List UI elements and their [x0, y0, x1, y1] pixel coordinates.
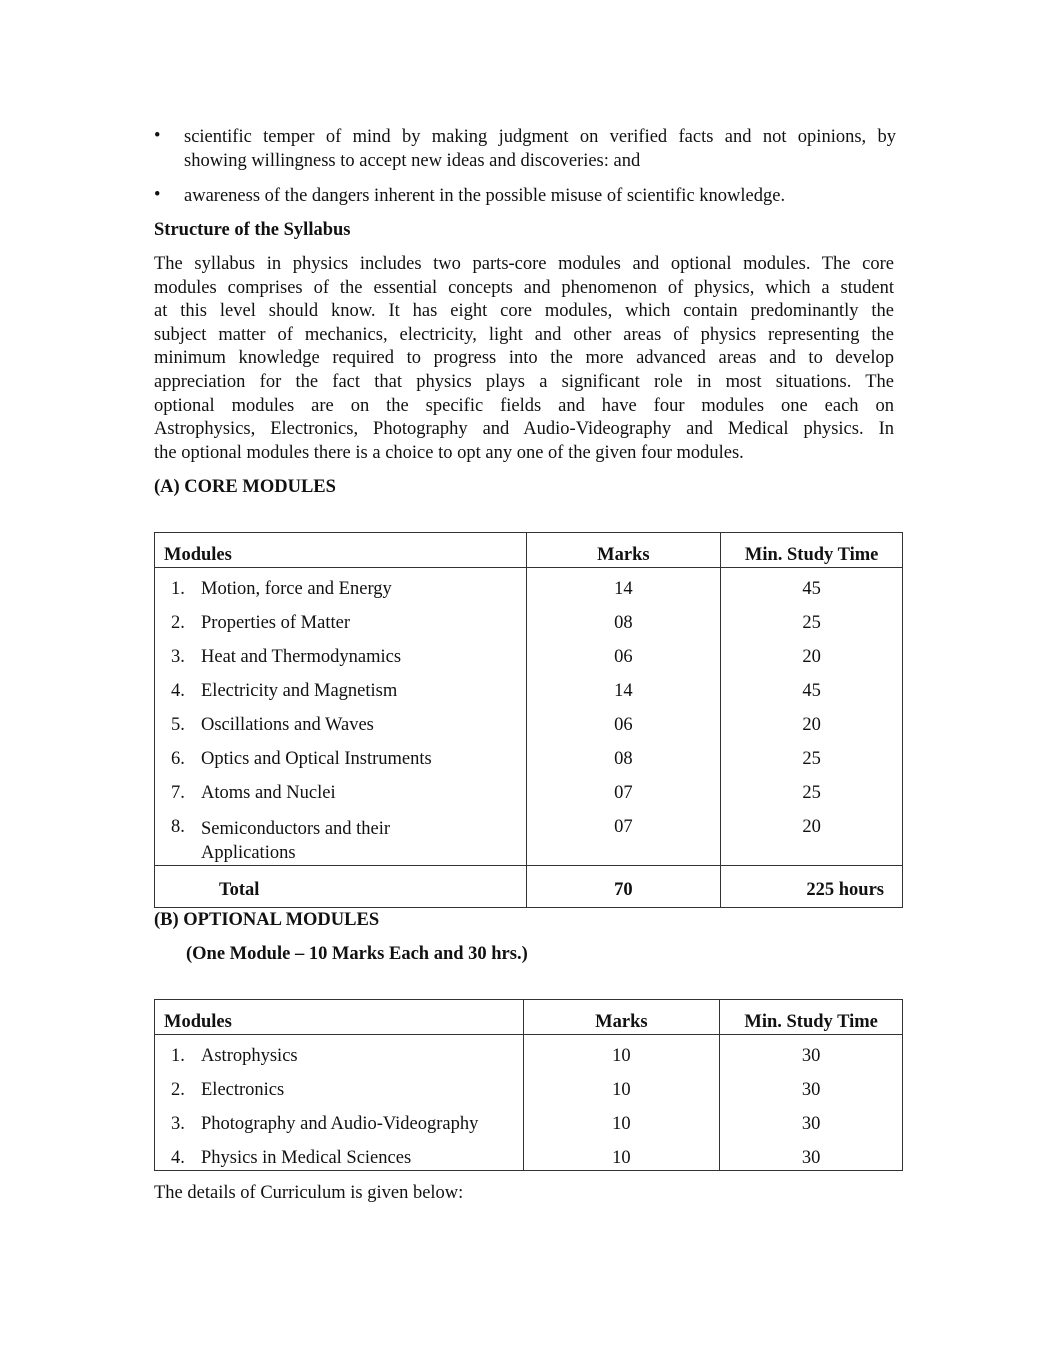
- marks-cell: 06: [526, 636, 721, 670]
- table-row: [155, 636, 903, 670]
- row-number: 5.: [171, 714, 185, 735]
- module-name: Astrophysics: [201, 1046, 298, 1066]
- marks-cell: 14: [526, 670, 721, 704]
- core-modules-table: [154, 532, 903, 908]
- module-name: Atoms and Nuclei: [201, 782, 336, 803]
- bullet-item: [184, 185, 896, 209]
- table-row: [155, 772, 903, 806]
- table-row: [155, 738, 903, 772]
- study-time-cell: 30: [720, 1137, 903, 1171]
- table-row: [155, 1103, 903, 1137]
- module-name: Motion, force and Energy: [201, 579, 392, 599]
- study-time-cell: 30: [720, 1069, 903, 1103]
- paragraph-line: optional modules are on the specific fields and have four modules one each on: [154, 395, 894, 416]
- curriculum-intro-text: The details of Curriculum is given below:: [154, 1183, 464, 1203]
- paragraph-line: the optional modules there is a choice to opt any one of the given four modules.: [154, 442, 744, 463]
- table-row: [155, 568, 903, 602]
- paragraph-line: subject matter of mechanics, electricity, light and other areas of physics representing the: [154, 324, 894, 345]
- study-time-cell: 30: [720, 1103, 903, 1137]
- row-number: 4.: [171, 680, 185, 701]
- study-time-cell: 25: [721, 602, 903, 636]
- module-name: Electronics: [201, 1079, 285, 1100]
- marks-cell: 10: [523, 1103, 720, 1137]
- bullet-icon: •: [154, 126, 161, 146]
- table-row: [155, 806, 903, 866]
- row-number: 2.: [171, 612, 185, 633]
- study-time-cell: 25: [721, 772, 903, 806]
- study-time-cell: 20: [721, 636, 903, 670]
- table-total-row: [155, 865, 903, 907]
- study-time-cell: 45: [721, 568, 903, 602]
- table-row: [155, 670, 903, 704]
- table-row: [155, 1069, 903, 1103]
- module-name: Physics in Medical Sciences: [201, 1147, 412, 1168]
- total-marks: 70: [526, 865, 721, 907]
- bullet-icon: •: [154, 185, 161, 205]
- module-name: Oscillations and Waves: [201, 714, 374, 735]
- optional-modules-table: [154, 999, 903, 1171]
- row-number: 8.: [171, 816, 185, 837]
- paragraph-line: appreciation for the fact that physics plays a significant role in most situations. The: [154, 371, 894, 392]
- column-header-marks: Marks: [523, 1000, 720, 1035]
- bullet-item: [184, 126, 896, 173]
- optional-modules-heading: (B) OPTIONAL MODULES: [154, 910, 380, 930]
- optional-modules-subheading: (One Module – 10 Marks Each and 30 hrs.): [186, 944, 528, 964]
- table-header-row: [155, 533, 903, 568]
- module-name: Heat and Thermodynamics: [201, 646, 402, 667]
- marks-cell: 08: [526, 602, 721, 636]
- study-time-cell: 20: [721, 806, 903, 866]
- study-time-cell: 45: [721, 670, 903, 704]
- study-time-cell: 20: [721, 704, 903, 738]
- paragraph-line: minimum knowledge required to progress into the more advanced areas and to develop: [154, 348, 894, 369]
- row-number: 1.: [171, 1046, 185, 1066]
- table-row: [155, 602, 903, 636]
- study-time-cell: 30: [720, 1035, 903, 1069]
- total-label: Total: [155, 865, 527, 907]
- column-header-marks: Marks: [526, 533, 721, 568]
- marks-cell: 14: [526, 568, 721, 602]
- column-header-modules: Modules: [155, 1000, 524, 1035]
- paragraph-line: modules comprises of the essential concepts and phenomenon of physics, which a student: [154, 277, 894, 298]
- bullet-line: awareness of the dangers inherent in the possible misuse of scientific knowledge.: [184, 186, 786, 206]
- paragraph-line: The syllabus in physics includes two parts-core modules and optional modules. The core: [154, 254, 894, 274]
- marks-cell: 06: [526, 704, 721, 738]
- module-name: Photography and Audio-Videography: [201, 1113, 479, 1134]
- marks-cell: 10: [523, 1035, 720, 1069]
- table-row: [155, 704, 903, 738]
- column-header-study-time: Min. Study Time: [720, 1000, 903, 1035]
- structure-paragraph: [154, 253, 894, 465]
- paragraph-line: Astrophysics, Electronics, Photography and Audio-Videography and Medical physics. In: [154, 419, 894, 440]
- table-row: [155, 1137, 903, 1171]
- row-number: 3.: [171, 1113, 185, 1134]
- marks-cell: 07: [526, 806, 721, 866]
- total-study-time: 225 hours: [721, 865, 903, 907]
- column-header-study-time: Min. Study Time: [721, 533, 903, 568]
- core-modules-heading: (A) CORE MODULES: [154, 477, 336, 497]
- bullet-line: showing willingness to accept new ideas and discoveries: and: [184, 150, 641, 171]
- paragraph-line: at this level should know. It has eight core modules, which contain predominantly the: [154, 301, 894, 322]
- module-name: Optics and Optical Instruments: [201, 748, 432, 769]
- row-number: 3.: [171, 646, 185, 667]
- marks-cell: 10: [523, 1137, 720, 1171]
- bullet-line: scientific temper of mind by making judgment on verified facts and not opinions, by: [184, 127, 896, 147]
- row-number: 7.: [171, 782, 185, 803]
- module-name: Electricity and Magnetism: [201, 680, 398, 701]
- marks-cell: 10: [523, 1069, 720, 1103]
- row-number: 2.: [171, 1079, 185, 1100]
- marks-cell: 08: [526, 738, 721, 772]
- marks-cell: 07: [526, 772, 721, 806]
- module-name: Semiconductors and their: [201, 818, 391, 839]
- module-name: Properties of Matter: [201, 612, 350, 633]
- row-number: 4.: [171, 1147, 185, 1168]
- study-time-cell: 25: [721, 738, 903, 772]
- row-number: 6.: [171, 748, 185, 769]
- column-header-modules: Modules: [155, 533, 527, 568]
- row-number: 1.: [171, 579, 185, 599]
- table-row: [155, 1035, 903, 1069]
- structure-heading: Structure of the Syllabus: [154, 220, 351, 240]
- module-name-continued: Applications: [201, 842, 296, 863]
- table-header-row: [155, 1000, 903, 1035]
